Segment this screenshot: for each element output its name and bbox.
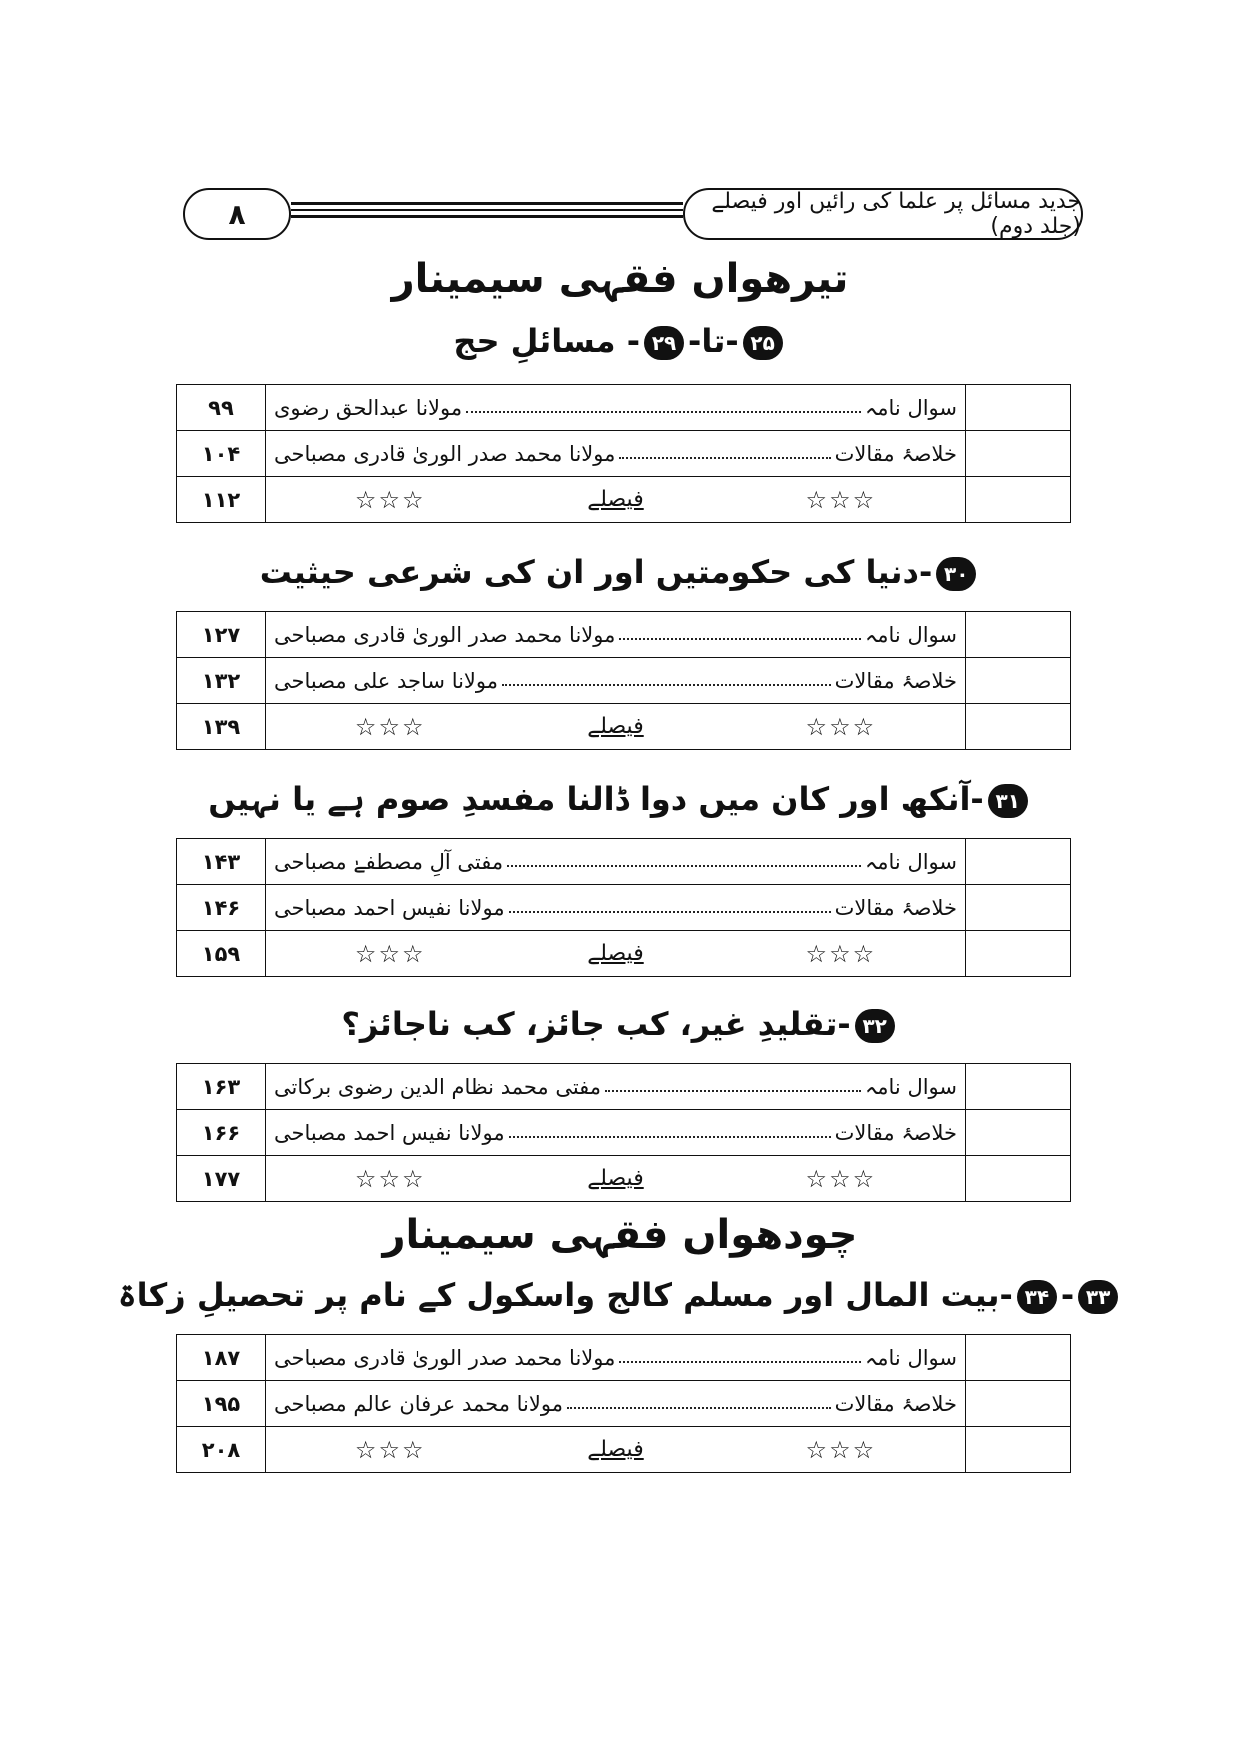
topic-number-badge: ۳۴: [1017, 1280, 1057, 1314]
entry-author: مفتی آلِ مصطفےٰ مصباحی: [274, 849, 504, 874]
table-row: [177, 477, 1071, 523]
page-ref: ۱۴۳: [177, 839, 266, 885]
table-row: [177, 1335, 1071, 1381]
topic-title: دنیا کی حکومتیں اور ان کی شرعی حیثیت: [259, 553, 919, 591]
table-row: [177, 1110, 1071, 1156]
star-ornament: ☆☆☆: [354, 485, 426, 514]
entry-author: مولانا ساجد علی مصباحی: [274, 668, 499, 693]
topic-title: تقلیدِ غیر، کب جائز، کب ناجائز؟: [341, 1005, 838, 1043]
page-ref: ۱۴۶: [177, 885, 266, 931]
entry-label: سوال نامہ: [864, 1074, 957, 1099]
entry-label: سوال نامہ: [864, 849, 957, 874]
header-rule: [291, 209, 683, 211]
page-ref: ۹۹: [177, 385, 266, 431]
topic-heading: ۳۱-آنکھ اور کان میں دوا ڈالنا مفسدِ صوم ہے یا نہیں: [0, 780, 1240, 818]
leader-dots: [466, 411, 861, 413]
decisions-label: فیصلے: [587, 1166, 644, 1191]
entry-author: مولانا محمد صدر الوریٰ قادری مصباحی: [274, 441, 616, 466]
page-ref: ۲۰۸: [177, 1427, 266, 1473]
toc-table: [176, 838, 1071, 977]
star-ornament: ☆☆☆: [805, 712, 877, 741]
header-rule: [291, 202, 683, 205]
toc-table: [176, 384, 1071, 523]
decisions-label: فیصلے: [587, 714, 644, 739]
topic-number-badge: ۳۳: [1078, 1280, 1118, 1314]
leader-dots: [507, 865, 861, 867]
table-row: [177, 658, 1071, 704]
entry-label: خلاصۂ مقالات: [834, 895, 957, 920]
page-ref: ۱۲۷: [177, 612, 266, 658]
star-ornament: ☆☆☆: [354, 939, 426, 968]
running-header: [183, 188, 1083, 244]
page-ref: ۱۶۶: [177, 1110, 266, 1156]
star-ornament: ☆☆☆: [354, 1164, 426, 1193]
page-ref: ۱۶۳: [177, 1064, 266, 1110]
topic-number-badge: ۳۲: [855, 1009, 895, 1043]
table-row: [177, 839, 1071, 885]
entry-author: مولانا محمد عرفان عالم مصباحی: [274, 1391, 563, 1416]
leader-dots: [502, 684, 831, 686]
page-number: ۸: [183, 188, 291, 240]
page-ref: ۱۵۹: [177, 931, 266, 977]
decisions-label: فیصلے: [587, 941, 644, 966]
topic-number-badge: ۲۵: [743, 326, 783, 360]
toc-table: [176, 1334, 1071, 1473]
leader-dots: [509, 1136, 831, 1138]
leader-dots: [509, 911, 831, 913]
topic-title: مسائلِ حج: [453, 322, 616, 360]
table-row: [177, 1064, 1071, 1110]
page-ref: ۱۸۷: [177, 1335, 266, 1381]
leader-dots: [567, 1407, 831, 1409]
star-ornament: ☆☆☆: [354, 712, 426, 741]
page-ref: ۱۰۴: [177, 431, 266, 477]
topic-heading: ۳۲-تقلیدِ غیر، کب جائز، کب ناجائز؟: [0, 1005, 1240, 1043]
topic-number-badge: ۳۰: [936, 557, 976, 591]
topic-heading: ۳۳-۳۴-بیت المال اور مسلم کالج واسکول کے نام پر تحصیلِ زکاۃ: [0, 1276, 1240, 1314]
leader-dots: [619, 457, 830, 459]
toc-table: [176, 611, 1071, 750]
entry-author: مولانا محمد صدر الوریٰ قادری مصباحی: [274, 622, 616, 647]
table-row: [177, 612, 1071, 658]
entry-label: خلاصۂ مقالات: [834, 441, 957, 466]
entry-author: مولانا عبدالحق رضوی: [274, 395, 463, 420]
topic-title: بیت المال اور مسلم کالج واسکول کے نام پر تحصیلِ زکاۃ: [117, 1276, 1000, 1314]
topic-number-badge: ۲۹: [644, 326, 684, 360]
decisions-label: فیصلے: [587, 487, 644, 512]
seminar-heading: تیرھواں فقہی سیمینار: [391, 256, 849, 302]
page-ref: ۱۳۹: [177, 704, 266, 750]
star-ornament: ☆☆☆: [805, 485, 877, 514]
page-ref: ۱۹۵: [177, 1381, 266, 1427]
entry-label: خلاصۂ مقالات: [834, 1391, 957, 1416]
table-row: [177, 431, 1071, 477]
entry-author: مولانا نفیس احمد مصباحی: [274, 1120, 505, 1145]
page-ref: ۱۳۲: [177, 658, 266, 704]
book-title: جدید مسائل پر علما کی رائیں اور فیصلے (جلد دوم): [683, 188, 1083, 240]
star-ornament: ☆☆☆: [354, 1435, 426, 1464]
entry-author: مولانا محمد صدر الوریٰ قادری مصباحی: [274, 1345, 616, 1370]
star-ornament: ☆☆☆: [805, 1435, 877, 1464]
table-row: [177, 1427, 1071, 1473]
entry-author: مفتی محمد نظام الدین رضوی برکاتی: [274, 1074, 602, 1099]
star-ornament: ☆☆☆: [805, 939, 877, 968]
entry-label: خلاصۂ مقالات: [834, 668, 957, 693]
leader-dots: [605, 1090, 861, 1092]
star-ornament: ☆☆☆: [805, 1164, 877, 1193]
page-ref: ۱۷۷: [177, 1156, 266, 1202]
page-ref: ۱۱۲: [177, 477, 266, 523]
table-row: [177, 1381, 1071, 1427]
table-row: [177, 885, 1071, 931]
topic-heading: ۳۰-دنیا کی حکومتیں اور ان کی شرعی حیثیت: [0, 553, 1240, 591]
entry-label: سوال نامہ: [864, 622, 957, 647]
topic-title: آنکھ اور کان میں دوا ڈالنا مفسدِ صوم ہے یا نہیں: [208, 780, 971, 818]
table-row: [177, 931, 1071, 977]
leader-dots: [619, 638, 861, 640]
table-row: [177, 704, 1071, 750]
header-rule: [291, 215, 683, 218]
range-connector: تا: [701, 322, 726, 360]
decisions-label: فیصلے: [587, 1437, 644, 1462]
seminar-heading: چودھواں فقہی سیمینار: [382, 1212, 858, 1258]
topic-heading: ۲۵-تا-۲۹- مسائلِ حج: [0, 322, 1240, 360]
topic-number-badge: ۳۱: [988, 784, 1028, 818]
entry-author: مولانا نفیس احمد مصباحی: [274, 895, 505, 920]
entry-label: سوال نامہ: [864, 395, 957, 420]
toc-table: [176, 1063, 1071, 1202]
entry-label: سوال نامہ: [864, 1345, 957, 1370]
leader-dots: [619, 1361, 861, 1363]
table-row: [177, 385, 1071, 431]
entry-label: خلاصۂ مقالات: [834, 1120, 957, 1145]
table-row: [177, 1156, 1071, 1202]
